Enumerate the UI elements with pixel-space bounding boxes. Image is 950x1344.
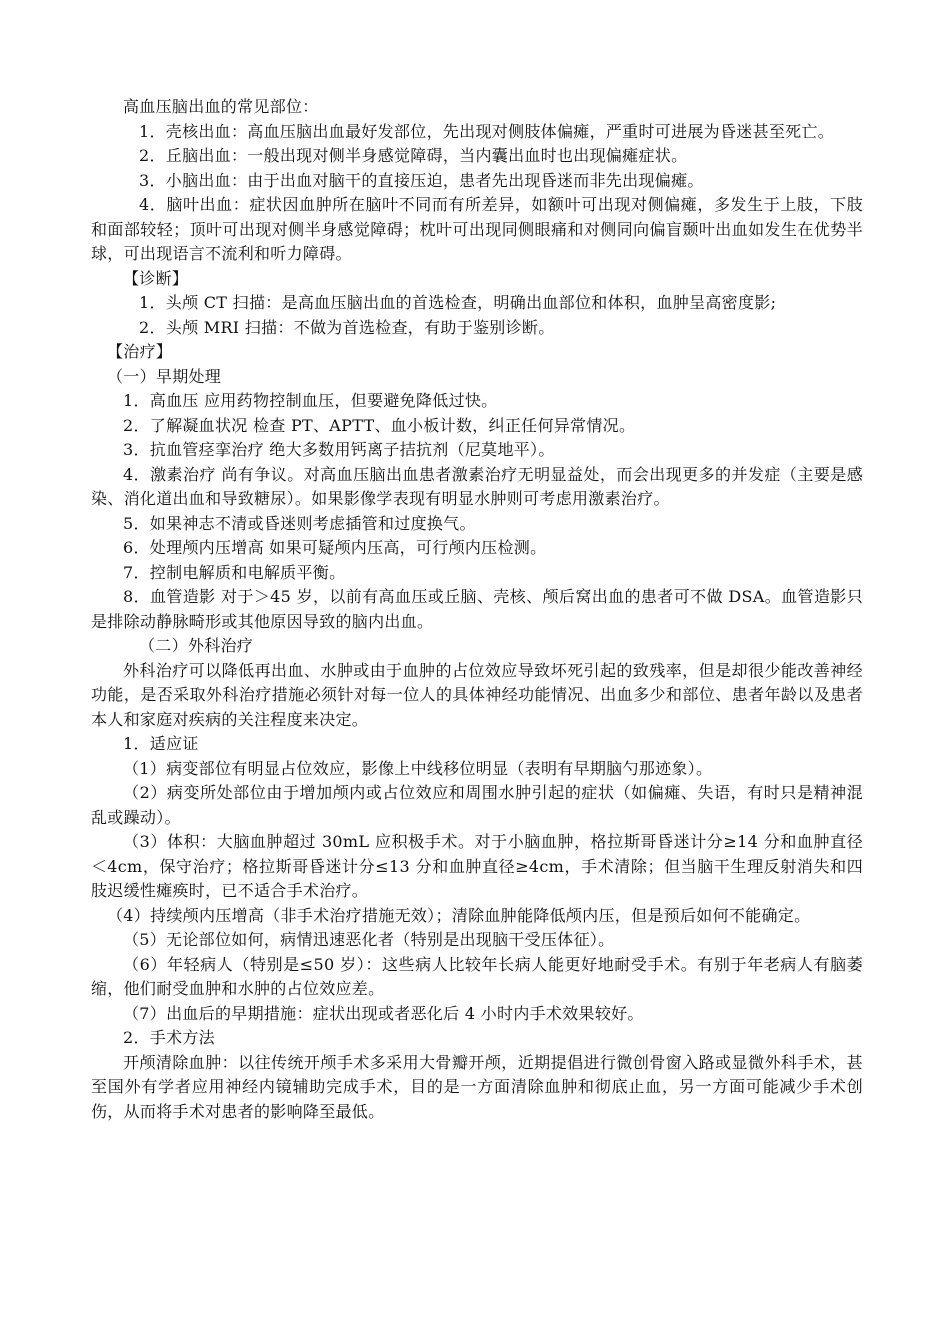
paragraph: 7．控制电解质和电解质平衡。 bbox=[123, 562, 346, 582]
paragraph: 1．高血压 应用药物控制血压，但要避免降低过快。 bbox=[123, 391, 498, 410]
paragraph: （6）年轻病人（特别是≤50 岁）：这些病人比较年长病人能更好地耐受手术。有别于年老病人有脑萎缩，他们耐受血肿和水肿的占位效应差。 bbox=[91, 954, 863, 998]
document-body bbox=[91, 95, 863, 1124]
paragraph: 2．手术方法 bbox=[123, 1028, 215, 1047]
paragraph: 【治疗】 bbox=[107, 342, 173, 361]
paragraph: （1）病变部位有明显占位效应，影像上中线移位明显（表明有早期脑勺那迹象）。 bbox=[123, 758, 713, 778]
paragraph: （4）持续颅内压增高（非手术治疗措施无效）；清除血肿能降低颅内压，但是预后如何不能确定。 bbox=[107, 905, 811, 925]
paragraph: 2．丘脑出血：一般出现对侧半身感觉障碍，当内囊出血时也出现偏瘫症状。 bbox=[139, 146, 688, 165]
paragraph: （一）早期处理 bbox=[107, 366, 222, 386]
paragraph: 3．抗血管痉挛治疗 绝大多数用钙离子拮抗剂（尼莫地平）。 bbox=[123, 440, 555, 459]
paragraph: （二）外科治疗 bbox=[139, 636, 254, 655]
paragraph: （5）无论部位如何，病情迅速恶化者（特别是出现脑干受压体征）。 bbox=[123, 930, 615, 949]
paragraph: 2．头颅 MRI 扫描：不做为首选检查，有助于鉴别诊断。 bbox=[139, 317, 555, 337]
paragraph: 高血压脑出血的常见部位： bbox=[123, 97, 319, 116]
paragraph: 3．小脑出血：由于出血对脑干的直接压迫，患者先出现昏迷而非先出现偏瘫。 bbox=[139, 170, 704, 190]
paragraph: 【诊断】 bbox=[123, 268, 189, 288]
paragraph: 开颅清除血肿：以往传统开颅手术多采用大骨瓣开颅，近期提倡进行微创骨窗入路或显微外科手术，甚至国外有学者应用神经内镜辅助完成手术，目的是一方面清除血肿和彻底止血，另一方面可能减少手术创伤，从而将手术对患者的影响降至最低。 bbox=[91, 1052, 863, 1121]
paragraph: 8．血管造影 对于＞45 岁，以前有高血压或丘脑、壳核、颅后窝出血的患者可不做 DSA。血管造影只是排除动静脉畸形或其他原因导致的脑内出血。 bbox=[91, 587, 863, 631]
paragraph: 5．如果神志不清或昏迷则考虑插管和过度换气。 bbox=[123, 513, 476, 533]
paragraph: 2．了解凝血状况 检查 PT、APTT、血小板计数，纠正任何异常情况。 bbox=[123, 415, 636, 435]
paragraph: 6．处理颅内压增高 如果可疑颅内压高，可行颅内压检测。 bbox=[123, 538, 547, 557]
paragraph: （2）病变所处部位由于增加颅内或占位效应和周围水肿引起的症状（如偏瘫、失语，有时只是精神混乱或躁动）。 bbox=[91, 783, 863, 827]
paragraph: 4．脑叶出血：症状因血肿所在脑叶不同而有所差异，如额叶可出现对侧偏瘫，多发生于上肢，下肢和面部较轻；顶叶可出现对侧半身感觉障碍；枕叶可出现同侧眼痛和对侧同向偏盲颞叶出血如发生在优势半球，可出现语言不流利和听力障碍。 bbox=[91, 195, 863, 263]
paragraph: （7）出血后的早期措施：症状出现或者恶化后 4 小时内手术效果较好。 bbox=[123, 1003, 644, 1023]
paragraph: 1．适应证 bbox=[123, 734, 199, 753]
paragraph: （3）体积：大脑血肿超过 30mL 应积极手术。对于小脑血肿，格拉斯哥昏迷计分≥14 分和血肿直径＜4cm，保守治疗；格拉斯哥昏迷计分≤13 分和血肿直径≥4cm，手术清除；但当脑干生理反射消失和四肢迟缓性瘫痪时，已不适合手术治疗。 bbox=[91, 832, 863, 900]
paragraph: 1．壳核出血：高血压脑出血最好发部位，先出现对侧肢体偏瘫，严重时可进展为昏迷甚至死亡。 bbox=[139, 121, 835, 141]
paragraph: 外科治疗可以降低再出血、水肿或由于血肿的占位效应导致坏死引起的致残率，但是却很少能改善神经功能，是否采取外科治疗措施必须针对每一位人的具体神经功能情况、出血多少和部位、患者年龄以及患者本人和家庭对疾病的关注程度来决定。 bbox=[91, 660, 863, 729]
paragraph: 4．激素治疗 尚有争议。对高血压脑出血患者激素治疗无明显益处，而会出现更多的并发症（主要是感染、消化道出血和导致糖尿）。如果影像学表现有明显水肿则可考虑用激素治疗。 bbox=[91, 464, 863, 508]
paragraph: 1．头颅 CT 扫描：是高血压脑出血的首选检查，明确出血部位和体积，血肿呈高密度影; bbox=[139, 293, 777, 312]
